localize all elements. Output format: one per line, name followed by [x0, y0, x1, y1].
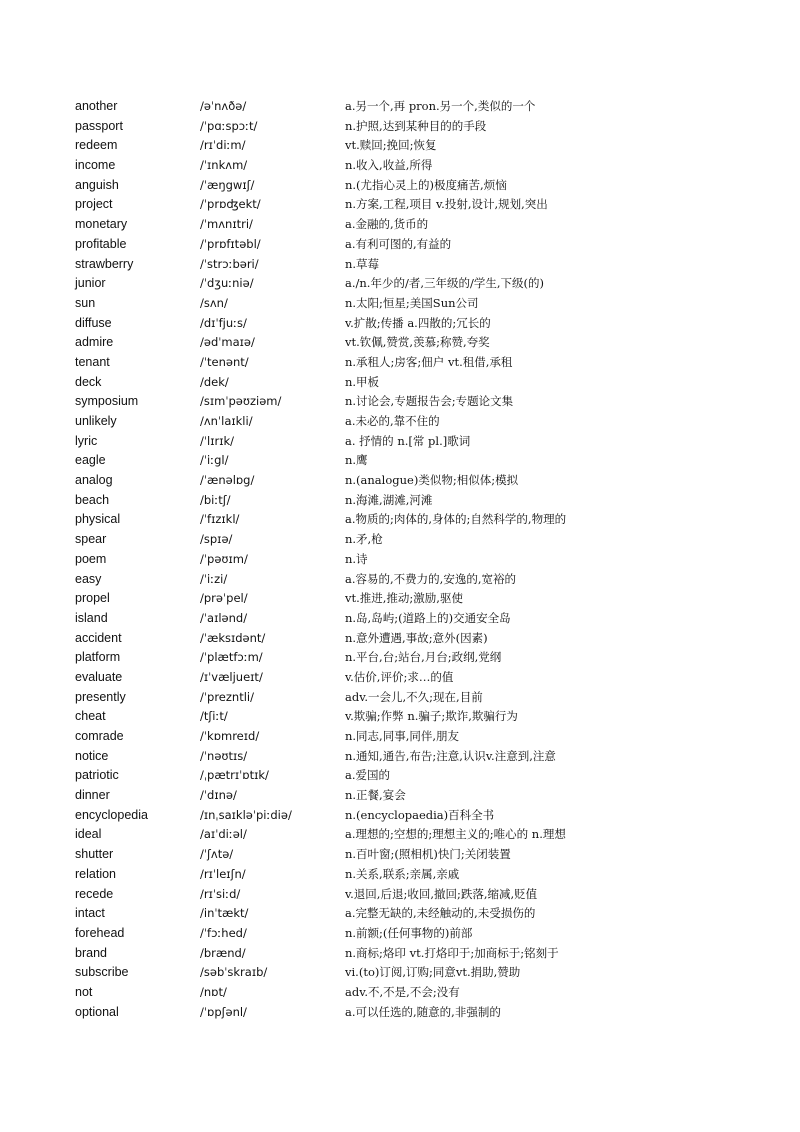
vocab-definition: n.平台,台;站台,月台;政纲,党纲	[345, 650, 502, 665]
vocab-word: diffuse	[75, 315, 112, 330]
vocab-row	[75, 136, 775, 156]
vocab-word: propel	[75, 591, 110, 606]
vocab-definition: n.通知,通告,布告;注意,认识v.注意到,注意	[345, 748, 556, 763]
vocab-word: cheat	[75, 709, 106, 724]
vocab-row	[75, 983, 775, 1003]
vocab-phonetic: /spɪə/	[200, 532, 233, 547]
vocab-row	[75, 294, 775, 314]
vocab-definition: a.可以任选的,随意的,非强制的	[345, 1004, 501, 1019]
vocab-word: forehead	[75, 925, 125, 940]
vocab-row	[75, 353, 775, 373]
vocab-definition: a. 抒情的 n.[常 pl.]歌词	[345, 433, 471, 448]
vocab-definition: vi.(to)订阅,订购;同意vt.捐助,赞助	[345, 965, 521, 980]
vocab-word: island	[75, 610, 108, 625]
vocab-definition: a./n.年少的/者,三年级的/学生,下级(的)	[345, 276, 544, 291]
vocab-definition: a.未必的,靠不住的	[345, 414, 440, 428]
vocab-row	[75, 668, 775, 688]
vocab-word: spear	[75, 532, 107, 547]
vocab-word: another	[75, 99, 118, 113]
vocab-word: intact	[75, 906, 105, 921]
vocab-definition: v.欺骗;作弊 n.骗子;欺诈,欺骗行为	[345, 709, 518, 724]
vocab-phonetic: /səbˈskraɪb/	[200, 965, 268, 980]
vocab-row	[75, 373, 775, 393]
vocab-row	[75, 944, 775, 964]
vocab-row	[75, 707, 775, 727]
vocab-phonetic: /ˈprɒfɪtəbl/	[200, 236, 261, 251]
vocab-row	[75, 412, 775, 432]
vocab-row	[75, 491, 775, 511]
vocab-definition: n.护照,达到某种目的的手段	[345, 118, 487, 133]
vocab-word: brand	[75, 945, 107, 960]
vocab-definition: n.岛,岛屿;(道路上的)交通安全岛	[345, 610, 511, 625]
vocab-row	[75, 274, 775, 294]
vocab-phonetic: /ˈlɪrɪk/	[200, 433, 235, 448]
vocab-row	[75, 333, 775, 353]
vocab-row	[75, 432, 775, 452]
vocab-word: monetary	[75, 217, 128, 232]
vocab-word: symposium	[75, 394, 139, 409]
vocab-word: not	[75, 984, 93, 999]
vocab-definition: a.有利可图的,有益的	[345, 236, 452, 251]
vocab-phonetic: /sɪmˈpəʊziəm/	[200, 394, 282, 409]
vocab-row	[75, 471, 775, 491]
vocab-definition: a.爱国的	[345, 768, 391, 783]
vocab-phonetic: /ˈʃʌtə/	[200, 847, 234, 862]
vocab-row	[75, 530, 775, 550]
vocab-definition: n.太阳;恒星;美国Sun公司	[345, 295, 479, 310]
vocab-row	[75, 215, 775, 235]
vocab-phonetic: /ˈæksɪdənt/	[200, 630, 266, 645]
vocab-definition: vt.赎回;挽回;恢复	[345, 138, 437, 153]
vocab-word: comrade	[75, 729, 124, 743]
vocab-word: deck	[75, 374, 102, 389]
vocab-definition: vt.钦佩,赞赏,羡慕;称赞,夸奖	[345, 335, 490, 350]
vocab-row	[75, 806, 775, 826]
vocab-phonetic: /prəˈpel/	[200, 591, 248, 606]
vocab-row	[75, 766, 775, 786]
vocab-word: ideal	[75, 827, 102, 842]
vocab-word: poem	[75, 551, 107, 566]
vocab-word: eagle	[75, 453, 106, 468]
vocab-phonetic: /sʌn/	[200, 295, 228, 310]
vocab-phonetic: /ɪnˌsaɪkləˈpiːdiə/	[200, 807, 292, 822]
vocab-definition: a.物质的;肉体的,身体的;自然科学的,物理的	[345, 512, 567, 527]
vocab-row	[75, 392, 775, 412]
vocab-word: profitable	[75, 236, 127, 251]
vocab-phonetic: /brænd/	[200, 945, 246, 960]
vocab-word: beach	[75, 492, 110, 507]
vocab-word: anguish	[75, 177, 119, 192]
vocab-phonetic: /ˈdɪnə/	[200, 788, 237, 803]
vocab-phonetic: /ˈɪnkʌm/	[200, 158, 248, 173]
vocab-phonetic: /aɪˈdiːəl/	[200, 827, 247, 842]
vocab-row	[75, 97, 775, 117]
vocab-definition: v.估价,评价;求…的值	[345, 669, 454, 684]
vocab-row	[75, 117, 775, 137]
vocab-definition: n.诗	[345, 551, 368, 566]
vocab-definition: n.正餐,宴会	[345, 788, 406, 803]
vocab-phonetic: /ˌpætrɪˈɒtɪk/	[200, 768, 269, 783]
vocab-definition: a.完整无缺的,未经触动的,未受损伤的	[345, 906, 536, 921]
vocab-word: platform	[75, 650, 121, 665]
vocab-word: notice	[75, 748, 109, 763]
vocab-word: relation	[75, 866, 116, 881]
vocab-word: income	[75, 158, 116, 173]
vocab-definition: n.鹰	[345, 453, 368, 468]
vocab-row	[75, 195, 775, 215]
vocab-phonetic: /ˈænəlɒg/	[200, 473, 255, 488]
vocab-row	[75, 1003, 775, 1023]
vocab-word: tenant	[75, 354, 110, 369]
vocab-word: presently	[75, 689, 126, 704]
vocab-phonetic: /ˈfɪzɪkl/	[200, 512, 240, 527]
vocab-word: analog	[75, 473, 113, 488]
vocab-row	[75, 747, 775, 767]
vocab-row	[75, 314, 775, 334]
vocab-row	[75, 156, 775, 176]
vocab-row	[75, 609, 775, 629]
vocab-definition: n.(尤指心灵上的)极度痛苦,烦恼	[345, 177, 507, 192]
vocab-word: passport	[75, 118, 123, 133]
vocab-row	[75, 885, 775, 905]
vocab-definition: n.矛,枪	[345, 532, 383, 547]
vocab-definition: n.承租人;房客;佃户 vt.租借,承租	[345, 354, 513, 369]
vocab-row	[75, 845, 775, 865]
vocab-phonetic: /ˈprɒʤekt/	[200, 197, 261, 212]
vocab-definition: vt.推进,推动;激励,驱使	[345, 591, 463, 606]
vocab-definition: n.(encyclopaedia)百科全书	[345, 807, 495, 822]
vocab-phonetic: /ˈpɑːspɔːt/	[200, 118, 258, 133]
vocab-row	[75, 510, 775, 530]
vocab-word: encyclopedia	[75, 807, 148, 822]
vocab-definition: a.另一个,再 pron.另一个,类似的一个	[345, 99, 536, 113]
vocab-definition: n.方案,工程,项目 v.投射,设计,规划,突出	[345, 197, 548, 212]
vocab-definition: n.百叶窗;(照相机)快门;关闭装置	[345, 847, 511, 862]
vocab-row	[75, 648, 775, 668]
vocab-phonetic: /dɪˈfjuːs/	[200, 315, 247, 330]
vocab-word: shutter	[75, 847, 114, 862]
vocab-word: patriotic	[75, 768, 119, 783]
vocab-phonetic: /ˈprezntli/	[200, 689, 254, 704]
vocab-word: dinner	[75, 788, 110, 803]
vocab-word: recede	[75, 886, 114, 901]
vocab-phonetic: /ˈplætfɔːm/	[200, 650, 263, 665]
vocab-word: subscribe	[75, 965, 129, 980]
vocab-phonetic: /rɪˈleɪʃn/	[200, 866, 246, 881]
vocab-row	[75, 550, 775, 570]
vocab-word: easy	[75, 571, 102, 586]
vocab-row	[75, 629, 775, 649]
vocab-phonetic: /ˈfɔːhed/	[200, 925, 247, 940]
vocab-phonetic: /ˈæŋgwɪʃ/	[200, 177, 255, 192]
vocab-word: strawberry	[75, 256, 134, 271]
vocab-word: evaluate	[75, 669, 123, 684]
vocab-word: admire	[75, 335, 114, 350]
vocab-row	[75, 589, 775, 609]
vocab-definition: a.金融的,货币的	[345, 217, 429, 232]
vocab-phonetic: /ˈtenənt/	[200, 354, 249, 369]
vocab-definition: n.同志,同事,同伴,朋友	[345, 729, 460, 743]
vocab-phonetic: /ˈiːzi/	[200, 571, 228, 586]
vocab-row	[75, 451, 775, 471]
vocab-row	[75, 924, 775, 944]
vocab-phonetic: /ˈnəʊtɪs/	[200, 748, 248, 763]
vocab-word: unlikely	[75, 414, 117, 428]
vocab-phonetic: /ˈaɪlənd/	[200, 610, 248, 625]
vocab-word: redeem	[75, 138, 118, 153]
vocab-row	[75, 176, 775, 196]
vocab-definition: adv.一会儿,不久;现在,目前	[345, 689, 483, 704]
vocab-definition: n.意外遭遇,事故;意外(因素)	[345, 630, 488, 645]
vocab-word: optional	[75, 1004, 119, 1019]
vocab-row	[75, 727, 775, 747]
vocab-row	[75, 786, 775, 806]
vocab-phonetic: /ˈɒpʃənl/	[200, 1004, 247, 1019]
vocab-definition: n.收入,收益,所得	[345, 158, 433, 173]
vocab-definition: a.理想的;空想的;理想主义的;唯心的 n.理想	[345, 827, 566, 842]
vocab-phonetic: /ˈmʌnɪtri/	[200, 217, 253, 232]
vocab-row	[75, 570, 775, 590]
vocab-word: junior	[75, 276, 106, 291]
vocab-row	[75, 825, 775, 845]
vocab-phonetic: /tʃiːt/	[200, 709, 228, 724]
vocab-definition: adv.不,不是,不会;没有	[345, 984, 460, 999]
vocabulary-list	[75, 97, 775, 1022]
vocab-phonetic: /ˈdʒuːniə/	[200, 276, 254, 291]
vocab-word: sun	[75, 295, 96, 310]
vocab-row	[75, 904, 775, 924]
vocab-phonetic: /əˈnʌðə/	[200, 99, 247, 113]
vocab-definition: n.关系,联系;亲属,亲戚	[345, 866, 460, 881]
vocab-definition: n.(analogue)类似物;相似体;模拟	[345, 473, 519, 488]
vocab-phonetic: /ˈkɒmreɪd/	[200, 729, 260, 743]
vocab-phonetic: /rɪˈsiːd/	[200, 886, 241, 901]
vocab-row	[75, 865, 775, 885]
vocab-row	[75, 235, 775, 255]
vocab-definition: n.草莓	[345, 256, 380, 271]
vocab-definition: a.容易的,不费力的,安逸的,宽裕的	[345, 571, 516, 586]
vocab-phonetic: /biːtʃ/	[200, 492, 231, 507]
vocab-row	[75, 688, 775, 708]
vocab-definition: n.甲板	[345, 374, 380, 389]
vocab-definition: n.商标;烙印 vt.打烙印于;加商标于;铭刻于	[345, 945, 559, 960]
vocab-row	[75, 963, 775, 983]
vocab-phonetic: /ɪˈvæljueɪt/	[200, 669, 263, 684]
vocab-definition: n.海滩,湖滩,河滩	[345, 492, 433, 507]
vocab-phonetic: /rɪˈdiːm/	[200, 138, 246, 153]
vocab-phonetic: /dek/	[200, 374, 229, 389]
vocab-row	[75, 255, 775, 275]
vocab-phonetic: /ˈiːgl/	[200, 453, 229, 468]
vocab-phonetic: /ˈpəʊɪm/	[200, 551, 248, 566]
vocab-definition: n.前额;(任何事物的)前部	[345, 925, 473, 940]
vocab-word: accident	[75, 630, 122, 645]
vocab-word: project	[75, 197, 113, 212]
vocab-word: physical	[75, 512, 121, 527]
vocab-definition: n.讨论会,专题报告会;专题论文集	[345, 394, 514, 409]
vocab-phonetic: /ˈstrɔːbəri/	[200, 256, 259, 271]
vocab-definition: v.扩散;传播 a.四散的;冗长的	[345, 315, 491, 330]
vocab-definition: v.退回,后退;收回,撤回;跌落,缩减,贬值	[345, 886, 538, 901]
vocab-phonetic: /inˈtækt/	[200, 906, 249, 921]
vocab-phonetic: /ʌnˈlaɪkli/	[200, 414, 253, 428]
vocab-phonetic: /nɒt/	[200, 984, 227, 999]
vocab-word: lyric	[75, 433, 98, 448]
vocab-phonetic: /ədˈmaɪə/	[200, 335, 255, 350]
